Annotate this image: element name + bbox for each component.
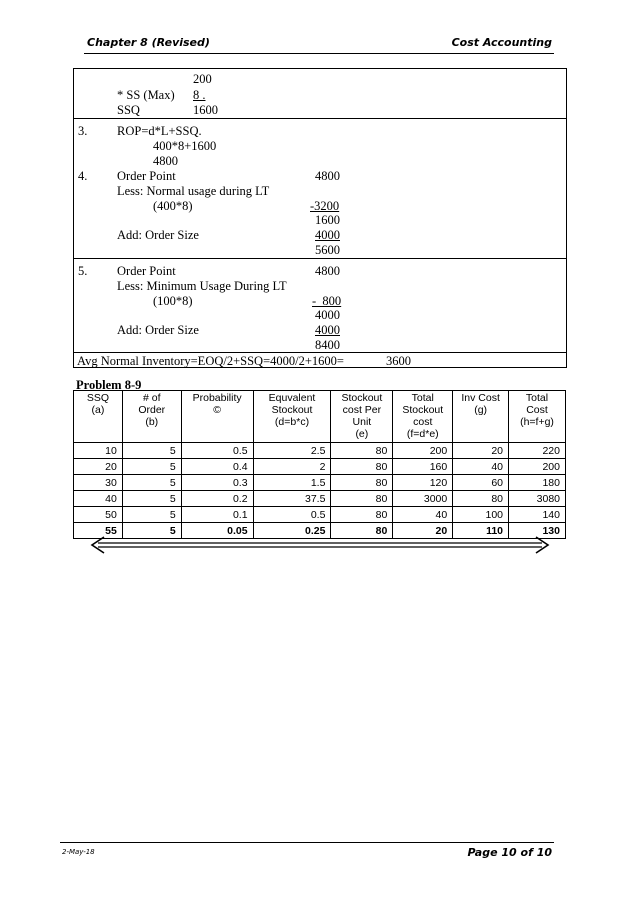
subject-title: Cost Accounting	[451, 36, 552, 49]
table-cell: 80	[331, 475, 393, 491]
table-cell: 0.25	[253, 523, 331, 539]
table-cell: 180	[509, 475, 566, 491]
table-cell: 100	[453, 507, 509, 523]
section-divider	[74, 258, 566, 259]
table-cell: 0.5	[181, 443, 253, 459]
page-number: Page 10 of 10	[467, 846, 552, 859]
order-point-value: 4800	[315, 264, 340, 278]
column-header-line: ©	[213, 404, 221, 416]
column-header-line: SSQ	[86, 392, 110, 404]
step-4-total: 5600	[315, 243, 340, 257]
minimum-usage-value: - 800	[312, 294, 342, 308]
table-cell: 37.5	[253, 491, 331, 507]
order-size-value: 4000	[315, 228, 340, 242]
column-header-line: Stockout	[271, 404, 313, 416]
table-row	[74, 475, 566, 491]
table-cell: 10	[74, 443, 123, 459]
footer-rule	[60, 842, 554, 843]
table-cell: 50	[74, 507, 123, 523]
table-cell: 5	[122, 475, 181, 491]
table-row	[74, 491, 566, 507]
step-4-number: 4.	[78, 169, 88, 183]
table-cell: 55	[74, 523, 123, 539]
order-point-label: Order Point	[117, 169, 176, 183]
table-cell: 40	[393, 507, 453, 523]
table-cell: 20	[393, 523, 453, 539]
step-5-subtotal: 4000	[315, 308, 340, 322]
ss-base-value: 200	[193, 72, 212, 86]
column-header-line: Probability	[192, 392, 242, 404]
normal-usage-formula: (400*8)	[153, 199, 193, 213]
section-divider	[74, 118, 566, 119]
column-header-line: (b)	[145, 416, 159, 428]
table-cell: 120	[393, 475, 453, 491]
table-cell: 30	[74, 475, 123, 491]
table-cell: 160	[393, 459, 453, 475]
table-cell: 130	[509, 523, 566, 539]
column-header-line: (h=f+g)	[520, 416, 554, 428]
column-header	[393, 391, 453, 443]
table-cell: 110	[453, 523, 509, 539]
column-header	[122, 391, 181, 443]
column-header-line: Stockout	[341, 392, 383, 404]
footer-date: 2-May-18	[62, 848, 95, 856]
table-cell: 40	[453, 459, 509, 475]
column-header	[181, 391, 253, 443]
table-cell: 40	[74, 491, 123, 507]
add-order-size-label: Add: Order Size	[117, 323, 199, 337]
table-cell: 3000	[393, 491, 453, 507]
table-cell: 5	[122, 443, 181, 459]
table-cell: 140	[509, 507, 566, 523]
column-header	[253, 391, 331, 443]
table-cell: 0.05	[181, 523, 253, 539]
table-cell: 80	[453, 491, 509, 507]
column-header-line: (f=d*e)	[406, 428, 439, 440]
stockout-cost-table	[73, 390, 566, 539]
step-5-number: 5.	[78, 264, 88, 278]
table-cell: 80	[331, 523, 393, 539]
column-header-line: (g)	[474, 404, 488, 416]
step-5-total: 8400	[315, 338, 340, 352]
table-cell: 0.5	[253, 507, 331, 523]
column-header-line: (a)	[91, 404, 105, 416]
minimum-usage-formula: (100*8)	[153, 294, 193, 308]
double-headed-arrow	[90, 535, 550, 555]
column-header-line: Total	[411, 392, 434, 404]
column-header-line: Cost	[526, 404, 548, 416]
table-header-row	[74, 391, 566, 443]
table-cell: 0.1	[181, 507, 253, 523]
table-cell: 80	[331, 507, 393, 523]
column-header-line: (e)	[355, 428, 369, 440]
table-cell: 80	[331, 443, 393, 459]
table-cell: 60	[453, 475, 509, 491]
order-point-value: 4800	[315, 169, 340, 183]
table-cell: 5	[122, 507, 181, 523]
table-cell: 0.2	[181, 491, 253, 507]
chapter-title: Chapter 8 (Revised)	[87, 36, 210, 49]
column-header	[453, 391, 509, 443]
normal-usage-value: -3200	[310, 199, 340, 213]
table-row	[74, 443, 566, 459]
add-order-size-label: Add: Order Size	[117, 228, 199, 242]
rop-substitution: 400*8+1600	[153, 139, 217, 153]
table-cell: 3080	[509, 491, 566, 507]
header-rule	[84, 53, 554, 54]
column-header-line: # of	[143, 392, 161, 404]
table-cell: 80	[331, 491, 393, 507]
table-row	[74, 507, 566, 523]
step-3-number: 3.	[78, 124, 88, 138]
column-header	[74, 391, 123, 443]
order-point-label: Order Point	[117, 264, 176, 278]
table-cell: 1.5	[253, 475, 331, 491]
ss-max-label: * SS (Max)	[117, 88, 175, 102]
table-row	[74, 459, 566, 475]
column-header-line: Unit	[352, 416, 372, 428]
order-size-value: 4000	[315, 323, 340, 337]
table-cell: 5	[122, 491, 181, 507]
column-header	[331, 391, 393, 443]
table-cell: 5	[122, 523, 181, 539]
column-header-line: Order	[138, 404, 166, 416]
avg-inventory-formula: Avg Normal Inventory=EOQ/2+SSQ=4000/2+1600=	[77, 354, 344, 368]
column-header-line: Equvalent	[268, 392, 316, 404]
step-4-subtotal: 1600	[315, 213, 340, 227]
column-header-line: Stockout	[402, 404, 444, 416]
table-cell: 2	[253, 459, 331, 475]
column-header	[509, 391, 566, 443]
column-header-line: cost Per	[342, 404, 382, 416]
normal-usage-label: Less: Normal usage during LT	[117, 184, 270, 198]
column-header-line: (d=b*c)	[274, 416, 310, 428]
table-cell: 220	[509, 443, 566, 459]
column-header-line: cost	[413, 416, 433, 428]
rop-result: 4800	[153, 154, 178, 168]
table-cell: 2.5	[253, 443, 331, 459]
ssq-value: 1600	[193, 103, 218, 117]
table-cell: 0.3	[181, 475, 253, 491]
ss-max-value: 8 .	[193, 88, 206, 102]
avg-inventory-value: 3600	[386, 354, 411, 368]
table-cell: 200	[393, 443, 453, 459]
ssq-label: SSQ	[117, 103, 140, 117]
rop-formula: ROP=d*L+SSQ.	[117, 124, 202, 138]
table-cell: 20	[453, 443, 509, 459]
section-divider	[74, 352, 566, 353]
table-cell: 0.4	[181, 459, 253, 475]
column-header-line: Total	[525, 392, 549, 404]
table-cell: 80	[331, 459, 393, 475]
column-header-line: Inv Cost	[461, 392, 500, 404]
problem-title: Problem 8-9	[76, 378, 142, 392]
minimum-usage-label: Less: Minimum Usage During LT	[117, 279, 287, 293]
table-cell: 5	[122, 459, 181, 475]
table-cell: 20	[74, 459, 123, 475]
table-cell: 200	[509, 459, 566, 475]
